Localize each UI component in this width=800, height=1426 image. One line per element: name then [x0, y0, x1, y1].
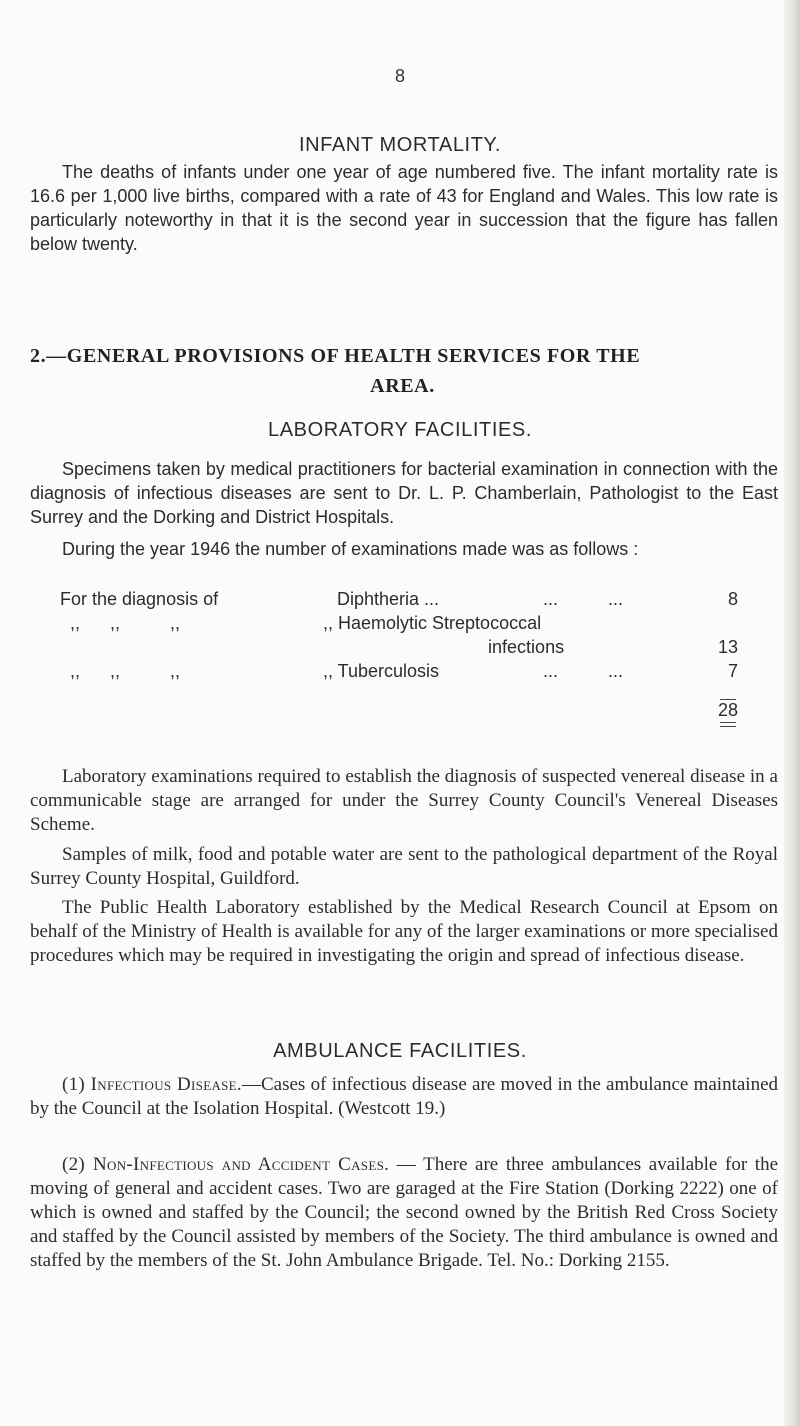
laboratory-paragraph-1: Specimens taken by medical practitioners for bacterial examination in connection with the diagnosis of infectious diseases are sent to Dr. L. P. Chamberlain, Pathologist to the East Surrey and the Dorking and District Hospitals.	[30, 459, 778, 527]
table-row	[60, 613, 750, 637]
row-leader-dots: ... ...	[543, 661, 624, 681]
row-value: 13	[717, 637, 738, 657]
row-label: ,, ,, ,,	[60, 661, 181, 681]
row-value: 7	[727, 661, 738, 681]
laboratory-paragraph-4: Samples of milk, food and potable water are sent to the pathological department of the Royal Surrey County Hospital, Guildford.	[30, 844, 778, 889]
laboratory-paragraph-3: Laboratory examinations required to establish the diagnosis of suspected venereal disease in a communicable stage are arranged for under the Surrey County Council's Venereal Diseases Scheme.	[30, 766, 778, 835]
table-row	[60, 637, 750, 661]
laboratory-heading: LABORATORY FACILITIES.	[267, 419, 533, 441]
total-value: 28	[717, 700, 738, 720]
item-1-text: —Cases of infectious disease are moved in the ambulance maintained by the Council at the Isolation Hospital. (Westcott 19.)	[30, 1074, 779, 1119]
item-2-text: — There are three ambulances available for the moving of general and accident cases. Two are garaged at the Fire Station (Dorking 2222) one of which is owned and staffed by the Council; the second owned by the British Red Cross Society and staffed by the Council assisted by members of the Society. The third ambulance is owned and staffed by the members of the St. John Ambulance Brigade. Tel. No.: Dorking 2155.	[30, 1154, 779, 1271]
row-leader-dots: ... ...	[543, 589, 624, 609]
examinations-table	[60, 589, 750, 729]
total-row	[60, 685, 750, 719]
page-edge-shadow	[784, 0, 800, 1426]
table-row	[60, 661, 750, 685]
row-disease: infections	[333, 637, 565, 657]
ambulance-item-1	[30, 1073, 778, 1121]
ambulance-heading: AMBULANCE FACILITIES.	[273, 1040, 527, 1062]
row-value: 8	[727, 589, 738, 609]
section-2-line2: AREA.	[370, 375, 435, 397]
item-1-label: (1) Infectious Disease.	[62, 1074, 242, 1095]
section-2-line1: 2.—GENERAL PROVISIONS OF HEALTH SERVICES FOR THE	[30, 345, 641, 367]
laboratory-paragraph-5: The Public Health Laboratory established by the Medical Research Council at Epsom on behalf of the Ministry of Health is available for any of the larger examinations or more specialised procedures which may be required in investigating the origin and spread of infectious disease.	[30, 897, 778, 966]
laboratory-paragraph-2: During the year 1946 the number of examinations made was as follows :	[62, 539, 639, 559]
row-disease: Diphtheria ...	[337, 589, 440, 609]
table-row	[60, 589, 750, 613]
row-disease: ,, Tuberculosis	[323, 661, 440, 681]
item-2-label: (2) Non-Infectious and Accident Cases.	[62, 1154, 390, 1175]
infant-mortality-paragraph: The deaths of infants under one year of age numbered five. The infant mortality rate is 16.6 per 1,000 live births, compared with a rate of 43 for England and Wales. This low rate is particularly noteworthy in that it is the second year in succession that the figure has fallen below twenty.	[30, 162, 778, 254]
row-disease: ,, Haemolytic Streptococcal	[323, 613, 542, 633]
infant-mortality-heading: INFANT MORTALITY.	[298, 134, 502, 156]
double-rule	[60, 719, 750, 729]
ambulance-item-2	[30, 1153, 778, 1273]
row-label: For the diagnosis of	[60, 589, 219, 609]
page-number: 8	[394, 66, 405, 86]
row-label: ,, ,, ,,	[60, 613, 181, 633]
section-2-heading	[30, 341, 775, 401]
